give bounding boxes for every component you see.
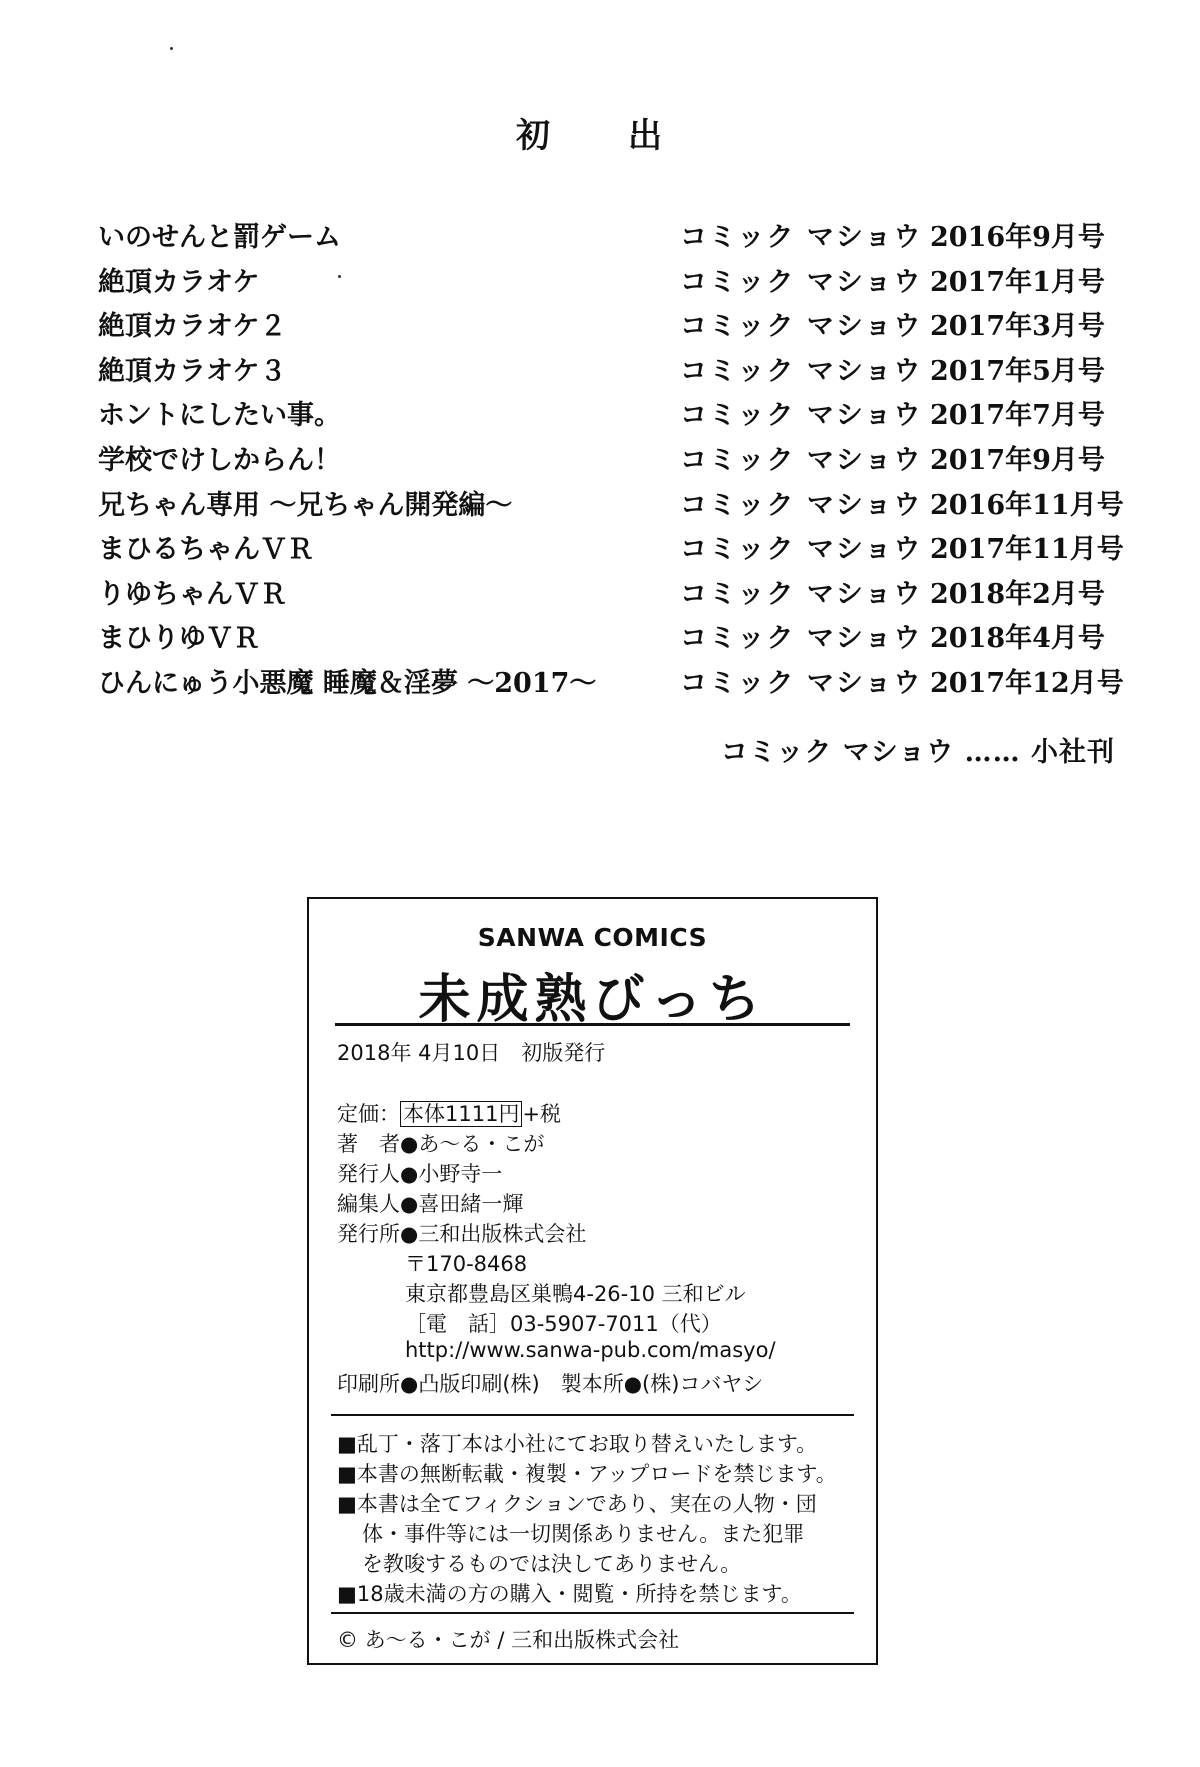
list-item	[98, 218, 1108, 263]
list-item	[98, 441, 1108, 486]
postal-code: 〒170-8468	[405, 1252, 528, 1276]
book-title: 未成熟びっち	[418, 969, 767, 1030]
magazine-name: コミック マショウ	[680, 400, 923, 432]
notice-item: 体・事件等には一切関係ありません。また犯罪	[362, 1522, 805, 1546]
notice-item: ■本書は全てフィクションであり、実在の人物・団	[337, 1492, 817, 1516]
address: 東京都豊島区巣鴨4-26-10 三和ビル	[405, 1282, 746, 1306]
issue-date: 2017年12月号	[930, 667, 1124, 699]
printer-line: 印刷所●凸版印刷(株) 製本所●(株)コバヤシ	[337, 1372, 764, 1396]
work-title: いのせんと罰ゲーム	[98, 222, 341, 253]
list-item	[98, 396, 1108, 441]
list-item	[98, 575, 1108, 620]
price-label: 定価：	[337, 1102, 400, 1126]
notice-item: を教唆するものでは決してありません。	[362, 1552, 742, 1576]
magazine-name: コミック マショウ	[680, 355, 923, 387]
issue-date: 2016年11月号	[930, 489, 1124, 521]
magazine-name: コミック マショウ	[680, 222, 923, 253]
work-title: ひんにゅう小悪魔 睡魔＆淫夢 〜2017〜	[98, 667, 597, 699]
work-title: 絶頂カラオケ２	[98, 311, 287, 343]
author-line: 著 者●あ〜る・こが	[337, 1132, 545, 1156]
issue-date: 2018年2月号	[930, 578, 1105, 610]
list-item	[98, 307, 1108, 352]
issue-date: 2017年7月号	[930, 400, 1105, 432]
magazine-name: コミック マショウ	[680, 623, 923, 655]
work-title: りゆちゃんＶＲ	[98, 578, 287, 610]
magazine-name: コミック マショウ	[680, 667, 923, 699]
price-line	[337, 1098, 561, 1128]
issue-date: 2016年9月号	[930, 222, 1105, 253]
editor-line: 編集人●喜田緒一輝	[337, 1192, 524, 1216]
notice-item: ■本書の無断転載・複製・アップロードを禁じます。	[337, 1462, 837, 1486]
notices-divider	[331, 1414, 854, 1416]
magazine-name: コミック マショウ	[680, 534, 923, 566]
list-item	[98, 664, 1124, 709]
work-title: まひるちゃんＶＲ	[98, 534, 314, 566]
work-title: ホントにしたい事。	[98, 400, 341, 432]
work-title: 絶頂カラオケ３	[98, 355, 287, 387]
list-item	[98, 619, 1108, 664]
magazine-name: コミック マショウ	[680, 444, 923, 476]
price-value: 本体1111円	[400, 1101, 522, 1127]
notice-item: ■乱丁・落丁本は小社にてお取り替えいたします。	[337, 1432, 818, 1456]
issue-date: 2017年5月号	[930, 355, 1105, 387]
publisher-credit-note: コミック マショウ …… 小社刊	[720, 737, 1115, 768]
magazine-name: コミック マショウ	[680, 489, 923, 521]
release-date: 2018年 4月10日 初版発行	[337, 1041, 606, 1065]
issue-date: 2017年9月号	[930, 444, 1105, 476]
work-title: まひりゆＶＲ	[98, 623, 260, 655]
issue-date: 2017年11月号	[930, 534, 1124, 566]
work-title: 学校でけしからん！	[98, 444, 341, 476]
website-url: http://www.sanwa-pub.com/masyo/	[405, 1338, 776, 1362]
price-suffix: +税	[522, 1102, 562, 1126]
first-appearance-list	[98, 218, 1124, 709]
copyright-divider	[331, 1612, 854, 1614]
list-item	[98, 352, 1108, 397]
colophon-box	[307, 897, 878, 1665]
work-title: 兄ちゃん専用 〜兄ちゃん開発編〜	[98, 489, 513, 521]
magazine-name: コミック マショウ	[680, 311, 923, 343]
magazine-name: コミック マショウ	[680, 578, 923, 610]
copyright-line: © あ〜る・こが / 三和出版株式会社	[337, 1628, 680, 1652]
scan-speck	[170, 47, 173, 50]
series-name: SANWA COMICS	[477, 923, 708, 952]
magazine-name: コミック マショウ	[680, 266, 923, 298]
phone: ［電 話］03-5907-7011（代）	[405, 1312, 722, 1336]
list-item	[98, 486, 1124, 531]
page-heading: 初 出	[516, 116, 684, 156]
publisher-line: 発行所●三和出版株式会社	[337, 1222, 587, 1246]
notice-item: ■18歳未満の方の購入・閲覧・所持を禁じます。	[337, 1582, 802, 1606]
list-item	[98, 530, 1124, 575]
title-divider	[335, 1023, 850, 1026]
issue-date: 2018年4月号	[930, 623, 1105, 655]
publisher-person-line: 発行人●小野寺一	[337, 1162, 503, 1186]
scan-speck	[338, 275, 341, 278]
issue-date: 2017年3月号	[930, 311, 1105, 343]
list-item	[98, 263, 1108, 308]
work-title: 絶頂カラオケ	[98, 266, 260, 298]
issue-date: 2017年1月号	[930, 266, 1105, 298]
